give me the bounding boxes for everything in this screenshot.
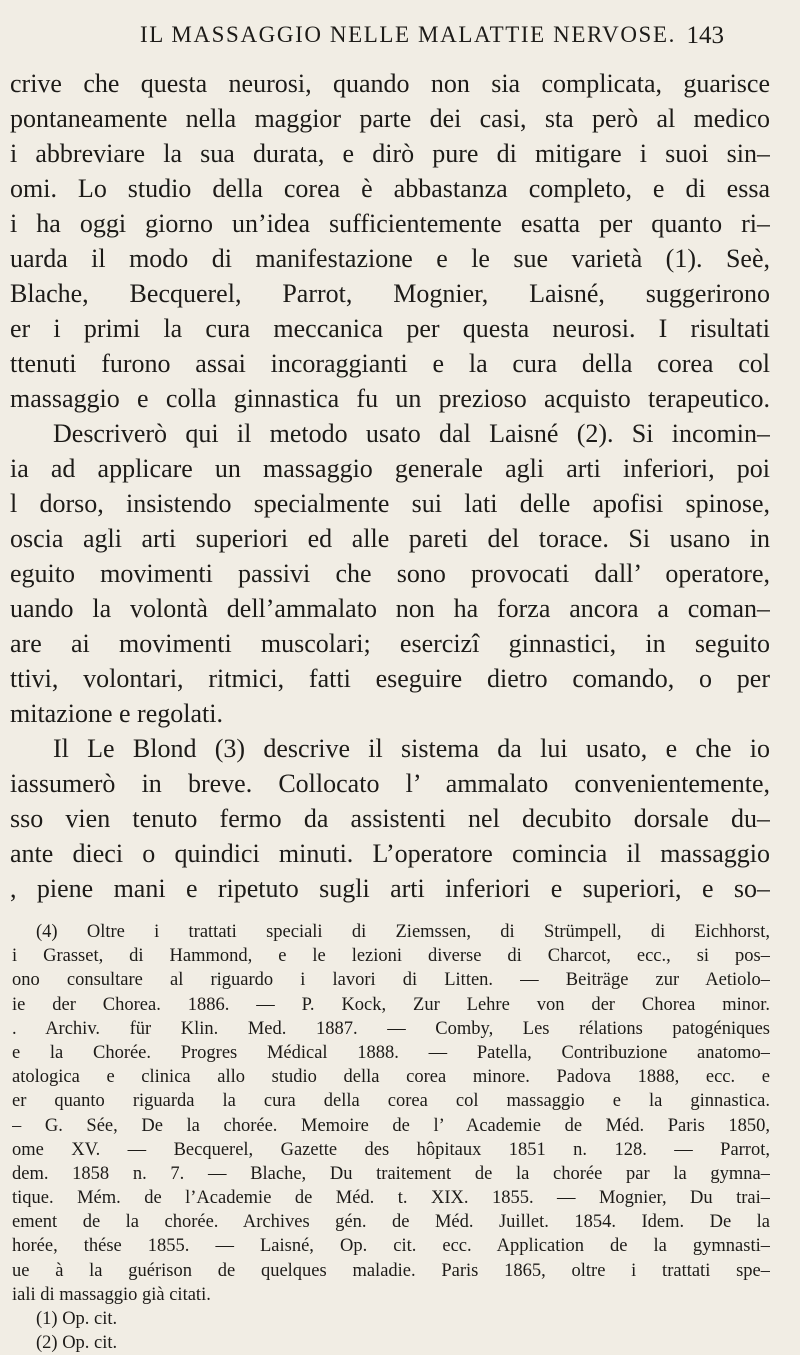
- page-number: 143: [686, 22, 724, 49]
- footnote-line: atologica e clinica allo studio della corea minore. Padova 1888, ecc. e: [12, 1067, 770, 1088]
- running-title: IL MASSAGGIO NELLE MALATTIE NERVOSE.: [140, 22, 676, 47]
- page-header: [0, 22, 800, 52]
- body-line: ante dieci o quindici minuti. L’operatore comincia il massaggio: [10, 839, 770, 868]
- body-line: i ha oggi giorno un’idea sufficientemente esatta per quanto ri–: [10, 209, 770, 238]
- footnotes: [12, 920, 770, 1355]
- body-line: massaggio e colla ginnastica fu un prezioso acquisto terapeutico.: [10, 384, 770, 413]
- body-line: ttenuti furono assai incoraggianti e la cura della corea col: [10, 349, 770, 378]
- body-line: , piene mani e ripetuto sugli arti inferiori e superiori, e so–: [10, 874, 770, 903]
- footnote-line: ono consultare al riguardo i lavori di Litten. — Beiträge zur Aetiolo–: [12, 970, 770, 991]
- footnote-line: ie der Chorea. 1886. — P. Kock, Zur Lehre von der Chorea minor.: [12, 994, 770, 1015]
- body-line: iassumerò in breve. Collocato l’ ammalato convenientemente,: [10, 769, 770, 798]
- footnote-line: – G. Sée, De la chorée. Memoire de l’ Academie de Méd. Paris 1850,: [12, 1115, 770, 1136]
- body-line: ttivi, volontari, ritmici, fatti eseguire dietro comando, o per: [10, 664, 770, 693]
- body-line: omi. Lo studio della corea è abbastanza completo, e di essa: [10, 174, 770, 203]
- body-text: [10, 66, 770, 906]
- body-line: Descriverò qui il metodo usato dal Laisné (2). Si incomin–: [53, 419, 770, 448]
- footnote-line: e la Chorée. Progres Médical 1888. — Patella, Contribuzione anatomo–: [12, 1042, 770, 1063]
- footnote-line: (2) Op. cit.: [36, 1333, 118, 1354]
- footnote-line: . Archiv. für Klin. Med. 1887. — Comby, Les rélations patogéniques: [12, 1018, 770, 1039]
- footnote-line: dem. 1858 n. 7. — Blache, Du traitement de la chorée par la gymna–: [12, 1163, 770, 1184]
- body-line: pontaneamente nella maggior parte dei casi, sta però al medico: [10, 104, 770, 133]
- body-line: sso vien tenuto fermo da assistenti nel decubito dorsale du–: [10, 804, 770, 833]
- footnote-line: iali di massaggio già citati.: [12, 1284, 211, 1305]
- footnote-line: (1) Op. cit.: [36, 1309, 118, 1329]
- body-line: are ai movimenti muscolari; esercizî ginnastici, in seguito: [10, 629, 770, 658]
- footnote-line: ue à la guérison de quelques maladie. Paris 1865, oltre i trattati spe–: [12, 1260, 770, 1281]
- body-line: Il Le Blond (3) descrive il sistema da lui usato, e che io: [53, 734, 770, 763]
- footnote-line: tique. Mém. de l’Academie de Méd. t. XIX. 1855. — Mognier, Du trai–: [12, 1188, 770, 1209]
- body-line: i abbreviare la sua durata, e dirò pure di mitigare i suoi sin–: [10, 139, 770, 168]
- body-line: er i primi la cura meccanica per questa neurosi. I risultati: [10, 314, 770, 343]
- body-line: uando la volontà dell’ammalato non ha forza ancora a coman–: [10, 594, 770, 623]
- body-line: Blache, Becquerel, Parrot, Mognier, Laisné, suggerirono: [10, 279, 770, 308]
- body-line: mitazione e regolati.: [10, 699, 223, 728]
- footnote-line: ement de la chorée. Archives gén. de Méd. Juillet. 1854. Idem. De la: [12, 1212, 770, 1233]
- footnote-line: ome XV. — Becquerel, Gazette des hôpitaux 1851 n. 128. — Parrot,: [12, 1139, 770, 1160]
- footnote-line: horée, thése 1855. — Laisné, Op. cit. ecc. Application de la gymnasti–: [12, 1236, 770, 1257]
- footnote-line: er quanto riguarda la cura della corea col massaggio e la ginnastica.: [12, 1091, 770, 1112]
- body-line: ia ad applicare un massaggio generale agli arti inferiori, poi: [10, 454, 770, 483]
- body-line: l dorso, insistendo specialmente sui lati delle apofisi spinose,: [10, 489, 770, 518]
- footnote-line: (4) Oltre i trattati speciali di Ziemssen, di Strümpell, di Eichhorst,: [36, 922, 770, 942]
- body-line: uarda il modo di manifestazione e le sue varietà (1). Seè,: [10, 244, 770, 273]
- body-line: crive che questa neurosi, quando non sia complicata, guarisce: [10, 69, 770, 98]
- footnote-line: i Grasset, di Hammond, e le lezioni diverse di Charcot, ecc., si pos–: [12, 946, 770, 967]
- body-line: oscia agli arti superiori ed alle pareti del torace. Si usano in: [10, 524, 770, 553]
- body-line: eguito movimenti passivi che sono provocati dall’ operatore,: [10, 559, 770, 588]
